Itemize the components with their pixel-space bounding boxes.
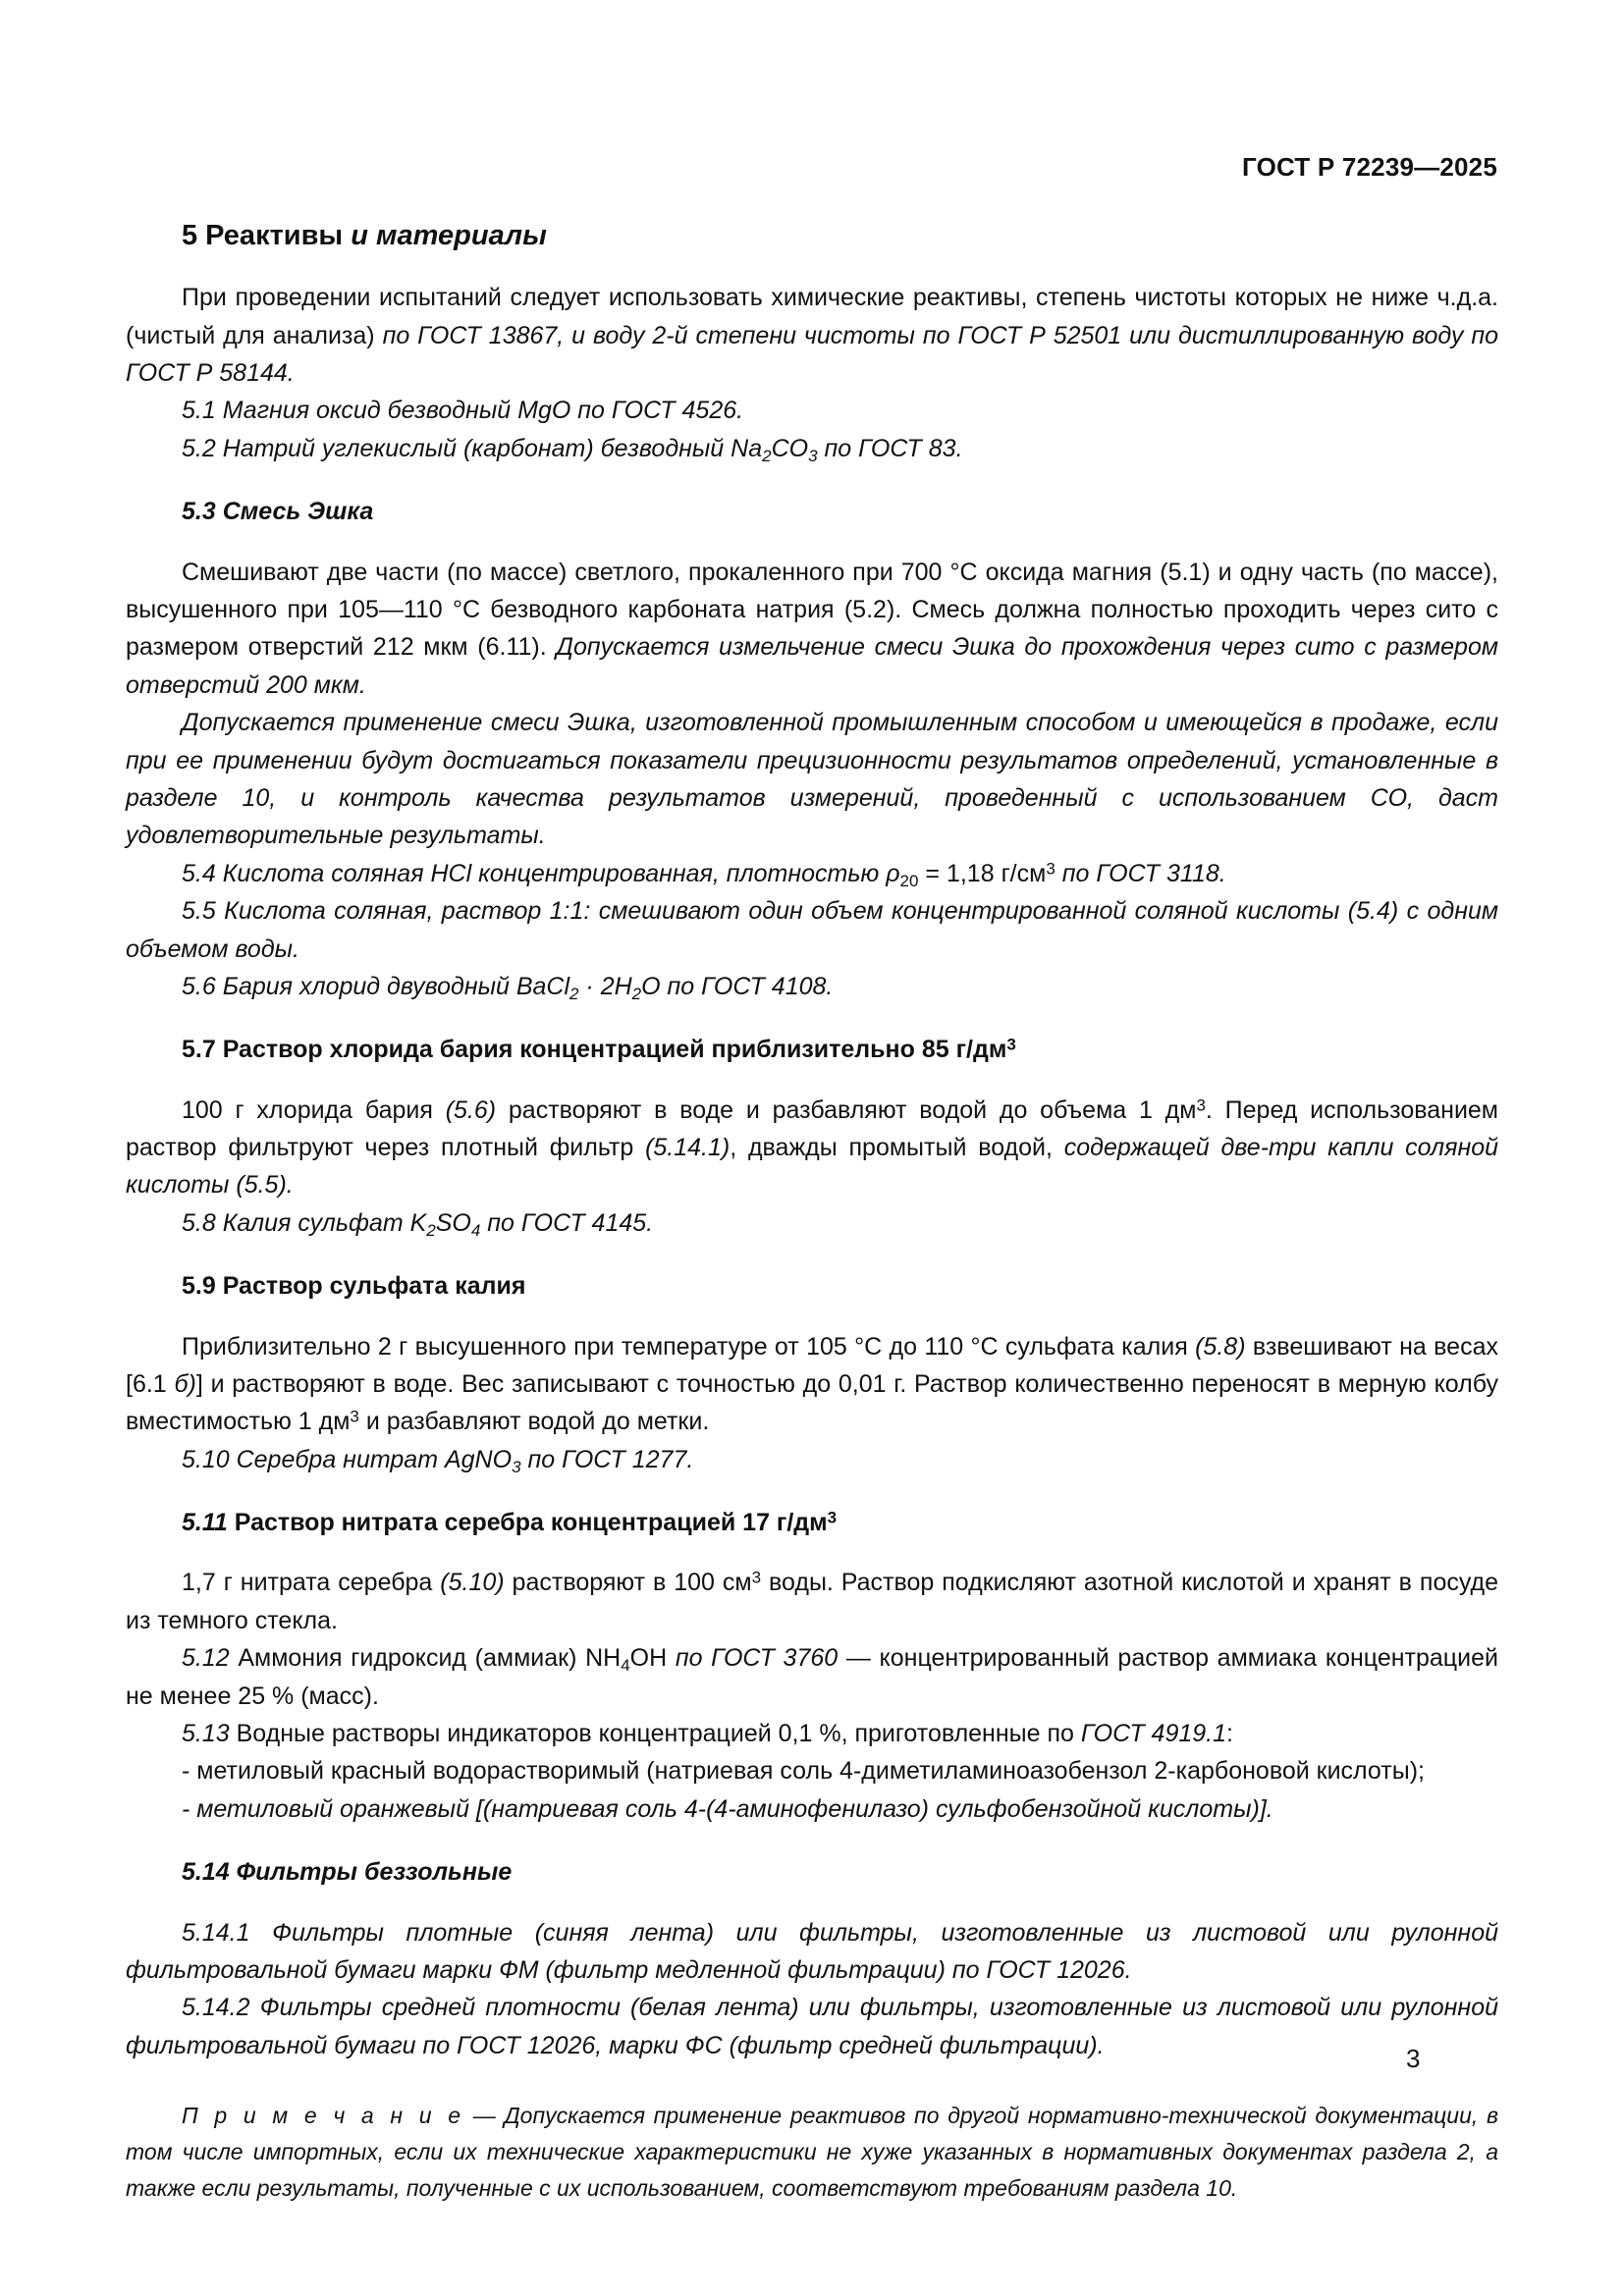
item-5-6-text-a: 5.6 Бария хлорид двуводный BaCl [182,973,570,1000]
heading-5-11-text: Раствор нитрата серебра концентрацией 17 г/дм [234,1509,828,1537]
paragraph-5-11-c: растворяют в 100 см [504,1569,752,1597]
item-5-8-text-a: 5.8 Калия сульфат K [182,1208,427,1237]
item-5-4-density-sub: 20 [899,871,919,890]
item-5-14-1-text: 5.14.1 Фильтры плотные (синяя лента) или фильтры, изготовленные из листовой или рулонной фильтровальной бумаги марки ФМ (фильтр медленной фильтрации) по ГОСТ 12026. [126,1918,1498,1984]
item-5-8-text-c: по ГОСТ 4145. [480,1208,654,1237]
paragraph-5-11 [126,1564,1498,1639]
item-5-4-unit-sup: 3 [1046,859,1056,879]
heading-5-3-text: 5.3 Смесь Эшка [182,498,374,526]
intro-text-italic: по ГОСТ 13867, и воду 2-й степени чистоты по ГОСТ Р 52501 или дистиллированную воду по ГОСТ Р 58144. [126,321,1499,388]
paragraph-5-9-a: Приблизительно 2 г высушенного при температуре от 105 °C до 110 °C сульфата калия [182,1332,1196,1361]
paragraph-5-3-commercial-text: Допускается применение смеси Эшка, изготовленной промышленным способом и имеющейся в продаже, если при ее применении будут достигаться показатели прецизионности результатов определений, установленные в разделе 10, и контроль качества результатов измерений, проведенный с использованием СО, даст удовлетворительные результаты. [126,709,1498,850]
paragraph-5-11-sup: 3 [751,1568,762,1587]
paragraph-5-9-ref: (5.8) [1195,1332,1246,1361]
item-5-13-c: : [1226,1720,1233,1748]
paragraph-5-7-ref-1: (5.6) [445,1095,497,1124]
paragraph-5-3-commercial [126,704,1498,855]
item-5-6-text-c: O по ГОСТ 4108. [641,973,834,1000]
item-5-1-text: 5.1 Магния оксид безводный MgO по ГОСТ 4526. [182,397,744,425]
paragraph-5-7-c: растворяют в воде и разбавляют водой до объема 1 дм [496,1095,1197,1124]
page-number: 3 [1406,2044,1421,2073]
note-label: П р и м е ч а н и е [182,2103,465,2129]
item-5-14-1 [126,1914,1498,1990]
paragraph-5-3-italic: Допускается измельчение смеси Эшка до прохождения через сито с размером отверстий 200 мкм. [126,633,1498,699]
paragraph-intro [126,279,1498,392]
item-5-2-text-b: CO [771,434,809,462]
paragraph-5-11-d: воды. Раствор подкисляют азотной кислотой и хранят в посуде из темного стекла. [126,1569,1499,1634]
item-5-12 [126,1639,1498,1715]
section-heading-5 [126,218,1498,253]
heading-5-7-sup: 3 [1006,1035,1016,1054]
item-5-6-sub-2: 2 [631,984,642,1003]
item-5-14-2 [126,1989,1498,2064]
item-5-2-sub-2: 2 [762,446,772,465]
item-5-13-reference: ГОСТ 4919.1 [1080,1720,1227,1748]
item-5-12-a: Аммония гидроксид (аммиак) NH [238,1644,622,1673]
item-5-2 [126,430,1498,467]
paragraph-5-9-f: и разбавляют водой до метки. [358,1408,710,1436]
item-5-12-b: OH [629,1644,676,1673]
paragraph-5-11-a: 1,7 г нитрата серебра [182,1569,441,1597]
heading-5-3 [126,497,1498,527]
paragraph-5-7 [126,1092,1498,1204]
paragraph-5-9-e: ] и растворяют в воде. Вес записывают с точностью до 0,01 г. Раствор количественно переносят в мерную колбу вместимостью 1 дм [126,1369,1498,1436]
item-5-12-reference: по ГОСТ 3760 [675,1644,839,1673]
paragraph-5-7-d: . Перед использованием раствор фильтруют через плотный фильтр [126,1095,1498,1162]
item-5-8 [126,1204,1498,1242]
section-heading-text-regular: 5 Реактивы [182,220,352,251]
heading-5-7 [126,1035,1498,1065]
note-dash: — [464,2103,505,2129]
item-5-2-text-c: по ГОСТ 83. [817,434,963,462]
item-5-8-text-b: SO [435,1208,471,1237]
item-5-5 [126,892,1498,968]
heading-5-9-text: 5.9 Раствор сульфата калия [182,1272,526,1301]
item-5-10-text-a: 5.10 Серебра нитрат AgNO [182,1445,513,1473]
document-header-standard-number: ГОСТ Р 72239—2025 [1242,152,1497,182]
page-content [126,218,1498,2207]
paragraph-5-3-regular: Смешивают две части (по массе) светлого, прокаленного при 700 °C оксида магния (5.1) и одну часть (по массе), высушенного при 105—110 °C безводного карбоната натрия (5.2). Смесь должна полностью проходить через сито с размером отверстий 212 мкм (6.11). [126,558,1498,662]
note-block [126,2098,1498,2207]
item-5-12-d: — концентрированный раствор аммиака концентрацией не менее 25 % (масс). [126,1644,1498,1710]
item-5-13 [126,1715,1498,1752]
item-5-1 [126,392,1498,429]
note-text: Допускается применение реактивов по другой нормативно-технической документации, в том числе импортных, если их технические характеристики не хуже указанных в нормативных документах раздела 2, а также если результаты, полученные с их использованием, соответствуют требованиям раздела 10. [126,2103,1498,2202]
section-heading-text-italic: и материалы [351,220,547,251]
heading-5-11 [126,1508,1498,1538]
paragraph-5-9-c: взвешивают на весах [6.1 [126,1332,1498,1398]
paragraph-5-7-ref-2: (5.14.1) [645,1134,731,1162]
item-5-2-sub-3: 3 [808,446,818,465]
heading-5-11-sup: 3 [827,1508,838,1527]
item-5-10-text-b: по ГОСТ 1277. [520,1445,694,1473]
item-5-8-sub-1: 2 [426,1220,436,1240]
heading-5-14-text: 5.14 Фильтры беззольные [182,1858,513,1887]
bullet-methyl-red [126,1752,1498,1789]
item-5-13-number: 5.13 [182,1720,237,1748]
item-5-8-sub-2: 4 [470,1220,481,1240]
heading-5-11-number: 5.11 [182,1509,235,1537]
heading-5-7-text: 5.7 Раствор хлорида бария концентрацией приблизительно 85 г/дм [182,1036,1007,1064]
paragraph-5-9-subref: б) [174,1369,196,1398]
item-5-6 [126,968,1498,1005]
heading-5-9 [126,1271,1498,1302]
item-5-6-text-b: · 2H [578,973,632,1000]
item-5-4-number-label: 5.4 Кислота соляная HCl концентрированная, плотностью ρ [182,859,900,887]
paragraph-5-7-a: 100 г хлорида бария [182,1095,446,1124]
paragraph-5-9-sup: 3 [350,1407,359,1426]
item-5-13-a: Водные растворы индикаторов концентрацией 0,1 %, приготовленные по [236,1720,1081,1748]
item-5-5-text: 5.5 Кислота соляная, раствор 1:1: смешивают один объем концентрированной соляной кислоты (5.4) с одним объемом воды. [126,897,1498,963]
item-5-12-sub: 4 [621,1655,630,1675]
paragraph-5-9 [126,1328,1498,1441]
item-5-4 [126,855,1498,892]
paragraph-5-7-g: содержащей две-три капли соляной кислоты (5.5). [126,1134,1499,1200]
heading-5-14 [126,1857,1498,1888]
item-5-14-2-text: 5.14.2 Фильтры средней плотности (белая лента) или фильтры, изготовленные из листовой или рулонной фильтровальной бумаги по ГОСТ 12026, марки ФС (фильтр средней фильтрации). [126,1994,1498,2059]
bullet-methyl-orange-text: - метиловый оранжевый [(натриевая соль 4-(4-аминофенилазо) сульфобензойной кислоты)]. [182,1794,1273,1823]
paragraph-5-11-ref: (5.10) [440,1569,505,1597]
item-5-2-text-a: 5.2 Натрий углекислый (карбонат) безводный Na [182,434,763,462]
bullet-methyl-orange [126,1790,1498,1828]
item-5-6-sub-1: 2 [569,984,579,1003]
item-5-4-value: = 1,18 г/см [918,859,1047,887]
item-5-12-number: 5.12 [182,1644,239,1673]
intro-text-regular: При проведении испытаний следует использовать химические реактивы, степень чистоты которых не ниже ч.д.а. (чистый для анализа) [126,284,1498,349]
bullet-methyl-red-text: - метиловый красный водорастворимый (натриевая соль 4-диметиламиноазобензол 2-карбоновой кислоты); [182,1757,1425,1786]
paragraph-5-3-mixture [126,554,1498,705]
paragraph-5-7-f: , дважды промытый водой, [730,1134,1064,1162]
item-5-4-reference: по ГОСТ 3118. [1055,859,1226,887]
item-5-10 [126,1441,1498,1478]
item-5-10-sub: 3 [512,1457,521,1476]
paragraph-5-7-sup: 3 [1196,1095,1206,1115]
